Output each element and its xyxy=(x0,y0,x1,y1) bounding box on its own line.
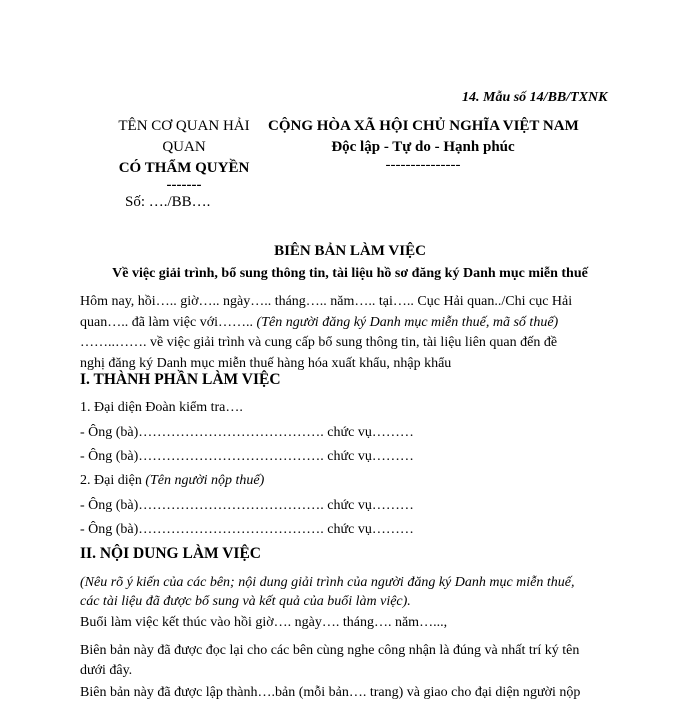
read-aloud-line-2: dưới đây. xyxy=(80,663,133,678)
agency-header xyxy=(100,116,268,191)
intro-paragraph xyxy=(80,292,625,374)
intro-line-4: nghị đăng ký Danh mục miễn thuế hàng hóa xuất khẩu, nhập khẩu xyxy=(80,355,452,371)
nation-motto: Độc lập - Tự do - Hạnh phúc xyxy=(331,139,515,155)
read-aloud-line-1: Biên bản này đã được đọc lại cho các bên cùng nghe công nhận là đúng và nhất trí ký tên xyxy=(80,643,580,658)
participant-line-2: - Ông (bà)…………………………………. chức vụ……… xyxy=(80,449,414,464)
section-2-heading: II. NỘI DUNG LÀM VIỆC xyxy=(80,545,261,562)
document-title: BIÊN BẢN LÀM VIỆC xyxy=(274,243,426,259)
agency-authority: CÓ THẨM QUYỀN xyxy=(118,160,250,176)
participant-line-1: - Ông (bà)…………………………………. chức vụ……… xyxy=(80,425,414,440)
document-number: Số: …./BB…. xyxy=(125,194,211,210)
participant-line-3: - Ông (bà)…………………………………. chức vụ……… xyxy=(80,498,414,513)
end-time-line: Buổi làm việc kết thúc vào hồi giờ…. ngày…. tháng…. năm…..., xyxy=(80,615,448,630)
section-1-heading: I. THÀNH PHẦN LÀM VIỆC xyxy=(80,371,281,388)
content-note xyxy=(80,573,575,611)
nation-name: CỘNG HÒA XÃ HỘI CHỦ NGHĨA VIỆT NAM xyxy=(268,118,579,134)
intro-taxpayer-placeholder: (Tên người đăng ký Danh mục miễn thuế, mã số thuế) xyxy=(256,314,559,330)
read-aloud-paragraph xyxy=(80,641,579,681)
content-note-line-2: các tài liệu đã được bổ sung và kết quả của buổi làm việc). xyxy=(80,594,411,609)
content-note-line-1: (Nêu rõ ý kiến của các bên; nội dung giải trình của người đăng ký Danh mục miễn thuế, xyxy=(80,575,575,590)
inspection-team-rep: 1. Đại diện Đoàn kiểm tra…. xyxy=(80,400,243,415)
copies-line: Biên bản này đã được lập thành….bản (mỗi bản…. trang) và giao cho đại diện người nộp xyxy=(80,685,581,700)
intro-line-2-text: quan….. đã làm việc với…….. xyxy=(80,314,254,330)
nation-divider: --------------- xyxy=(385,157,461,173)
national-header xyxy=(268,116,578,172)
participant-line-4: - Ông (bà)…………………………………. chức vụ……… xyxy=(80,522,414,537)
agency-name-line2: QUAN xyxy=(162,139,206,155)
agency-name-line1: TÊN CƠ QUAN HẢI xyxy=(118,118,250,134)
taxpayer-rep-placeholder: (Tên người nộp thuế) xyxy=(145,473,265,488)
intro-line-3: ……..……. về việc giải trình và cung cấp bổ sung thông tin, tài liệu liên quan đến đề xyxy=(80,335,558,350)
taxpayer-rep-label: 2. Đại diện xyxy=(80,473,142,488)
document-subtitle: Về việc giải trình, bổ sung thông tin, tài liệu hồ sơ đăng ký Danh mục miễn thuế xyxy=(112,266,588,281)
intro-line-1: Hôm nay, hồi….. giờ….. ngày….. tháng….. năm….. tại….. Cục Hải quan../Chi cục Hải xyxy=(80,294,573,309)
agency-divider: ------- xyxy=(166,177,202,193)
intro-line-2 xyxy=(80,313,625,334)
form-number: 14. Mẫu số 14/BB/TXNK xyxy=(462,90,608,105)
taxpayer-rep xyxy=(80,473,264,489)
